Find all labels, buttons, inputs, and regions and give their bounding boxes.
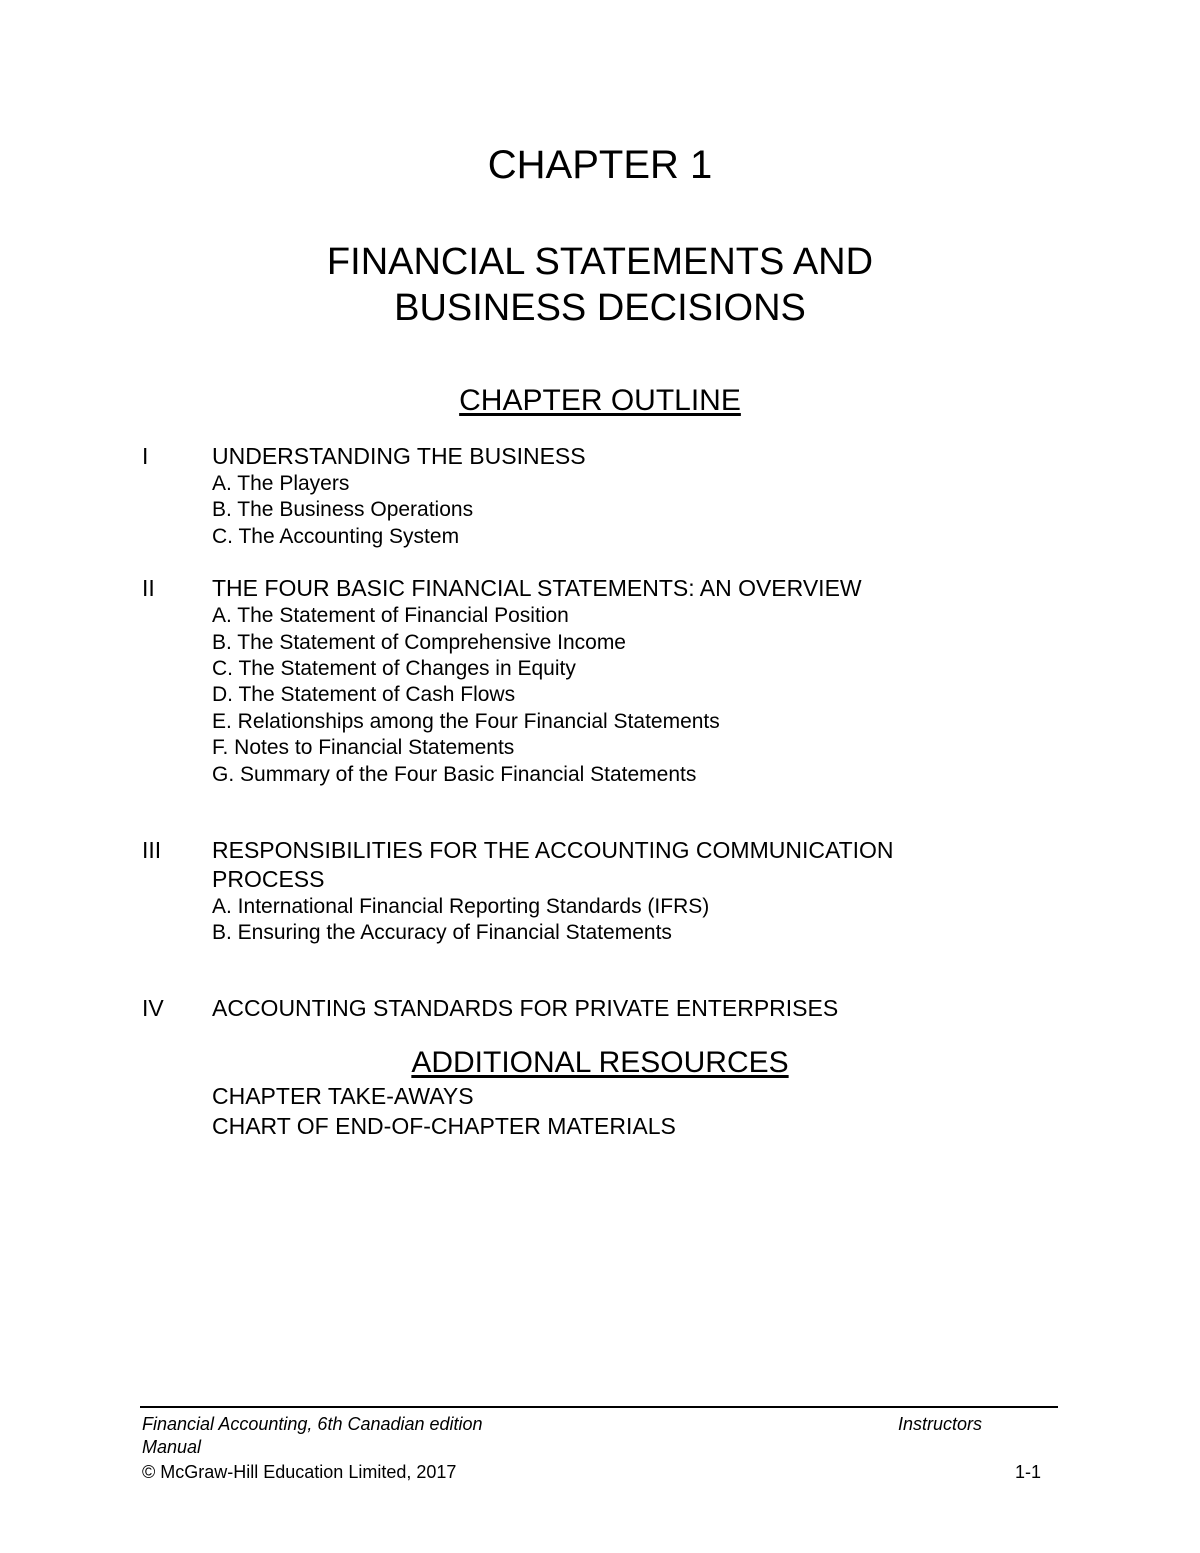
section-title-line-1: RESPONSIBILITIES FOR THE ACCOUNTING COMMUNICATION [212, 837, 894, 863]
outline-item: E. Relationships among the Four Financial Statements [212, 710, 720, 733]
outline-item: A. The Players [212, 472, 350, 495]
resource-item: CHAPTER TAKE-AWAYS [212, 1083, 474, 1109]
footer-copyright: © McGraw-Hill Education Limited, 2017 [142, 1462, 457, 1482]
outline-item: G. Summary of the Four Basic Financial Statements [212, 763, 697, 786]
footer-divider [140, 1406, 1058, 1408]
section-number: II [142, 575, 155, 601]
footer-manual-label: Instructors [898, 1414, 983, 1434]
outline-item: B. Ensuring the Accuracy of Financial Statements [212, 921, 672, 944]
outline-item: A. International Financial Reporting Standards (IFRS) [212, 895, 710, 918]
footer-book-title: Financial Accounting, 6th Canadian edition [142, 1414, 483, 1434]
section-number: I [142, 443, 149, 469]
additional-resources-heading: ADDITIONAL RESOURCES [411, 1046, 789, 1079]
outline-item: B. The Business Operations [212, 498, 474, 521]
outline-item: B. The Statement of Comprehensive Income [212, 631, 626, 654]
outline-item: C. The Accounting System [212, 525, 460, 548]
outline-item: F. Notes to Financial Statements [212, 736, 515, 759]
footer-page-number: 1-1 [1015, 1462, 1042, 1482]
section-title: THE FOUR BASIC FINANCIAL STATEMENTS: AN OVERVIEW [212, 575, 862, 601]
section-title: UNDERSTANDING THE BUSINESS [212, 443, 586, 469]
outline-item: D. The Statement of Cash Flows [212, 683, 516, 706]
outline-item: A. The Statement of Financial Position [212, 604, 569, 627]
section-number: IV [142, 995, 164, 1021]
chapter-title-line-2: BUSINESS DECISIONS [394, 287, 806, 329]
chapter-title-line-1: FINANCIAL STATEMENTS AND [326, 241, 874, 283]
chapter-number: CHAPTER 1 [487, 143, 713, 187]
chapter-outline-heading: CHAPTER OUTLINE [459, 384, 741, 417]
outline-item: C. The Statement of Changes in Equity [212, 657, 576, 680]
resource-item: CHART OF END-OF-CHAPTER MATERIALS [212, 1113, 676, 1139]
section-title: ACCOUNTING STANDARDS FOR PRIVATE ENTERPRISES [212, 995, 839, 1021]
footer-manual-label-continued: Manual [142, 1437, 202, 1457]
section-number: III [142, 837, 162, 863]
section-title-line-2: PROCESS [212, 866, 325, 892]
